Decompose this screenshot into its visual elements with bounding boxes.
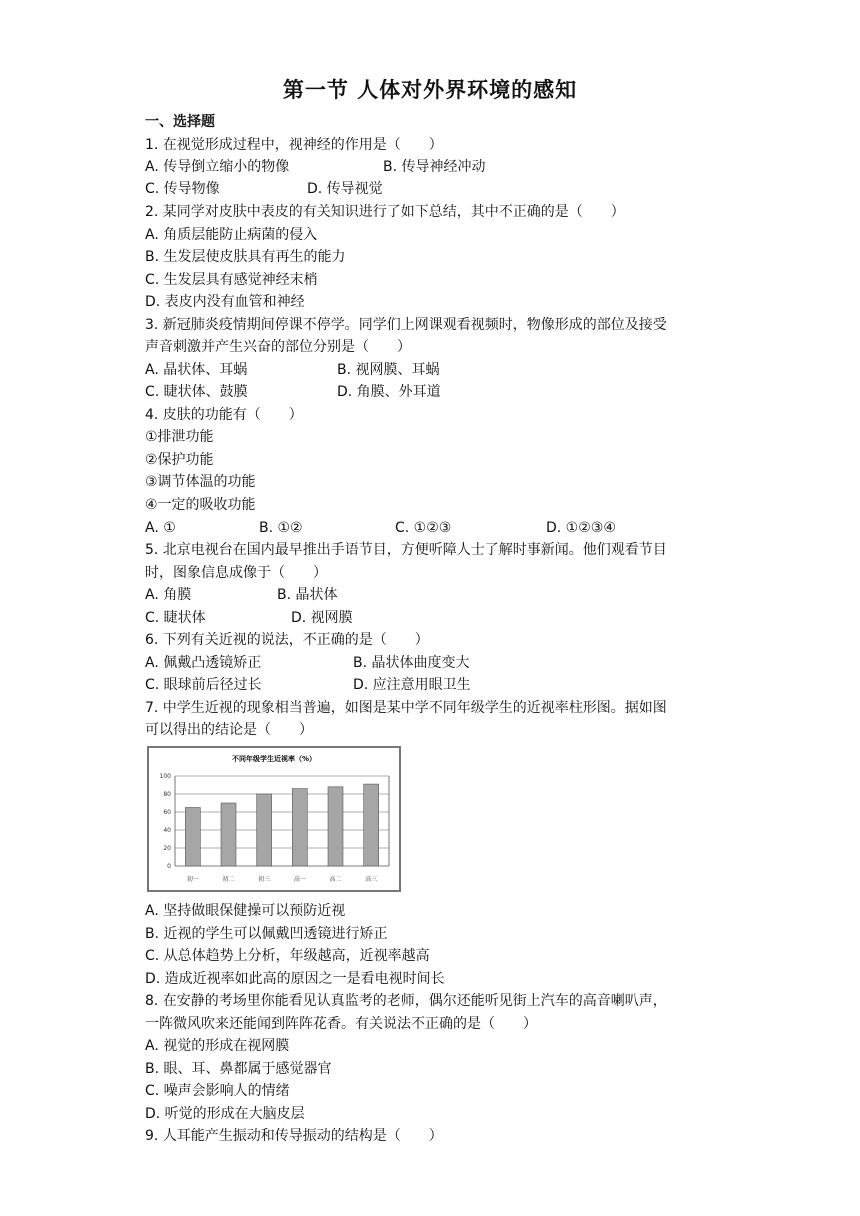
q5-stem-line1: 5. 北京电视台在国内最早推出手语节目，方便听障人士了解时事新闻。他们观看节目 bbox=[145, 542, 667, 558]
q5-option-b: B. 晶状体 bbox=[277, 587, 338, 603]
q4-item-1: ①排泄功能 bbox=[145, 429, 214, 445]
q3-option-c: C. 睫状体、鼓膜 bbox=[145, 384, 248, 400]
q1-option-b: B. 传导神经冲动 bbox=[383, 159, 486, 175]
y-tick-label: 40 bbox=[163, 827, 171, 834]
myopia-bar-chart bbox=[147, 746, 401, 892]
x-tick-label: 高一 bbox=[293, 876, 306, 883]
x-tick-label: 初二 bbox=[222, 876, 235, 883]
q2-option-b: B. 生发层使皮肤具有再生的能力 bbox=[145, 249, 346, 265]
q6-stem: 6. 下列有关近视的说法，不正确的是（ ） bbox=[145, 632, 429, 648]
q7-option-c: C. 从总体趋势上分析，年级越高，近视率越高 bbox=[145, 948, 430, 964]
q1-stem: 1. 在视觉形成过程中，视神经的作用是（ ） bbox=[145, 137, 443, 153]
q7-option-d: D. 造成近视率如此高的原因之一是看电视时间长 bbox=[145, 971, 445, 987]
q3-option-d: D. 角膜、外耳道 bbox=[337, 384, 441, 400]
q2-option-a: A. 角质层能防止病菌的侵入 bbox=[145, 227, 318, 243]
bar-初二 bbox=[221, 803, 236, 866]
q4-item-3: ③调节体温的功能 bbox=[145, 474, 256, 490]
chart-y-ticks bbox=[160, 773, 172, 870]
q4-item-4: ④一定的吸收功能 bbox=[145, 497, 256, 513]
bar-初三 bbox=[257, 794, 272, 866]
q6-option-d: D. 应注意用眼卫生 bbox=[353, 677, 471, 693]
chart-bars bbox=[185, 784, 378, 866]
x-tick-label: 高三 bbox=[365, 876, 378, 883]
q4-option-a: A. ① bbox=[145, 520, 176, 536]
q2-option-d: D. 表皮内没有血管和神经 bbox=[145, 294, 305, 310]
q3-stem-line2: 声音刺激并产生兴奋的部位分别是（ ） bbox=[145, 339, 411, 355]
q8-option-d: D. 听觉的形成在大脑皮层 bbox=[145, 1106, 305, 1122]
q7-option-a: A. 坚持做眼保健操可以预防近视 bbox=[145, 903, 346, 919]
q8-stem-line2: 一阵微风吹来还能闻到阵阵花香。有关说法不正确的是（ ） bbox=[145, 1016, 537, 1032]
q5-option-a: A. 角膜 bbox=[145, 587, 192, 603]
chart-title: 不同年级学生近视率（%） bbox=[231, 755, 317, 763]
q9-stem: 9. 人耳能产生振动和传导振动的结构是（ ） bbox=[145, 1128, 443, 1144]
y-tick-label: 100 bbox=[159, 773, 171, 780]
x-tick-label: 初三 bbox=[258, 876, 271, 883]
q1-option-d: D. 传导视觉 bbox=[307, 181, 383, 197]
y-tick-label: 80 bbox=[163, 791, 171, 798]
q8-stem-line1: 8. 在安静的考场里你能看见认真监考的老师，偶尔还能听见街上汽车的高音喇叭声， bbox=[145, 993, 667, 1009]
q6-option-a: A. 佩戴凸透镜矫正 bbox=[145, 655, 262, 671]
q1-option-c: C. 传导物像 bbox=[145, 181, 220, 197]
q3-option-a: A. 晶状体、耳蜗 bbox=[145, 362, 248, 378]
q3-option-b: B. 视网膜、耳蜗 bbox=[337, 362, 440, 378]
x-tick-label: 初一 bbox=[186, 876, 199, 883]
bar-初一 bbox=[185, 808, 200, 867]
bar-高一 bbox=[292, 789, 307, 866]
chart-canvas bbox=[149, 748, 399, 890]
q1-option-a: A. 传导倒立缩小的物像 bbox=[145, 159, 290, 175]
q5-option-c: C. 睫状体 bbox=[145, 610, 206, 626]
q3-stem-line1: 3. 新冠肺炎疫情期间停课不停学。同学们上网课观看视频时，物像形成的部位及接受 bbox=[145, 317, 667, 333]
y-tick-label: 60 bbox=[163, 809, 171, 816]
y-tick-label: 20 bbox=[163, 845, 171, 852]
page-title: 第一节 人体对外界环境的感知 bbox=[282, 78, 578, 102]
bar-高二 bbox=[328, 787, 343, 866]
q2-option-c: C. 生发层具有感觉神经末梢 bbox=[145, 272, 318, 288]
q7-stem-line1: 7. 中学生近视的现象相当普遍，如图是某中学不同年级学生的近视率柱形图。据如图 bbox=[145, 700, 667, 716]
q8-option-a: A. 视觉的形成在视网膜 bbox=[145, 1038, 290, 1054]
q5-stem-line2: 时，图象信息成像于（ ） bbox=[145, 565, 327, 581]
chart-gridlines bbox=[175, 776, 389, 866]
q4-option-b: B. ①② bbox=[259, 520, 303, 536]
bar-高三 bbox=[364, 784, 379, 866]
q7-option-b: B. 近视的学生可以佩戴凹透镜进行矫正 bbox=[145, 926, 388, 942]
q8-option-c: C. 噪声会影响人的情绪 bbox=[145, 1083, 290, 1099]
x-tick-label: 高二 bbox=[329, 876, 342, 883]
q4-item-2: ②保护功能 bbox=[145, 452, 214, 468]
q4-option-d: D. ①②③④ bbox=[546, 520, 616, 536]
q2-stem: 2. 某同学对皮肤中表皮的有关知识进行了如下总结，其中不正确的是（ ） bbox=[145, 204, 625, 220]
section-heading: 一、选择题 bbox=[145, 114, 215, 130]
y-tick-label: 0 bbox=[167, 863, 171, 870]
q5-option-d: D. 视网膜 bbox=[291, 610, 353, 626]
q6-option-b: B. 晶状体曲度变大 bbox=[353, 655, 470, 671]
q7-stem-line2: 可以得出的结论是（ ） bbox=[145, 722, 313, 738]
chart-x-ticks bbox=[187, 875, 377, 883]
q4-stem: 4. 皮肤的功能有（ ） bbox=[145, 407, 303, 423]
q4-option-c: C. ①②③ bbox=[395, 520, 452, 536]
q8-option-b: B. 眼、耳、鼻都属于感觉器官 bbox=[145, 1061, 332, 1077]
q6-option-c: C. 眼球前后径过长 bbox=[145, 677, 262, 693]
